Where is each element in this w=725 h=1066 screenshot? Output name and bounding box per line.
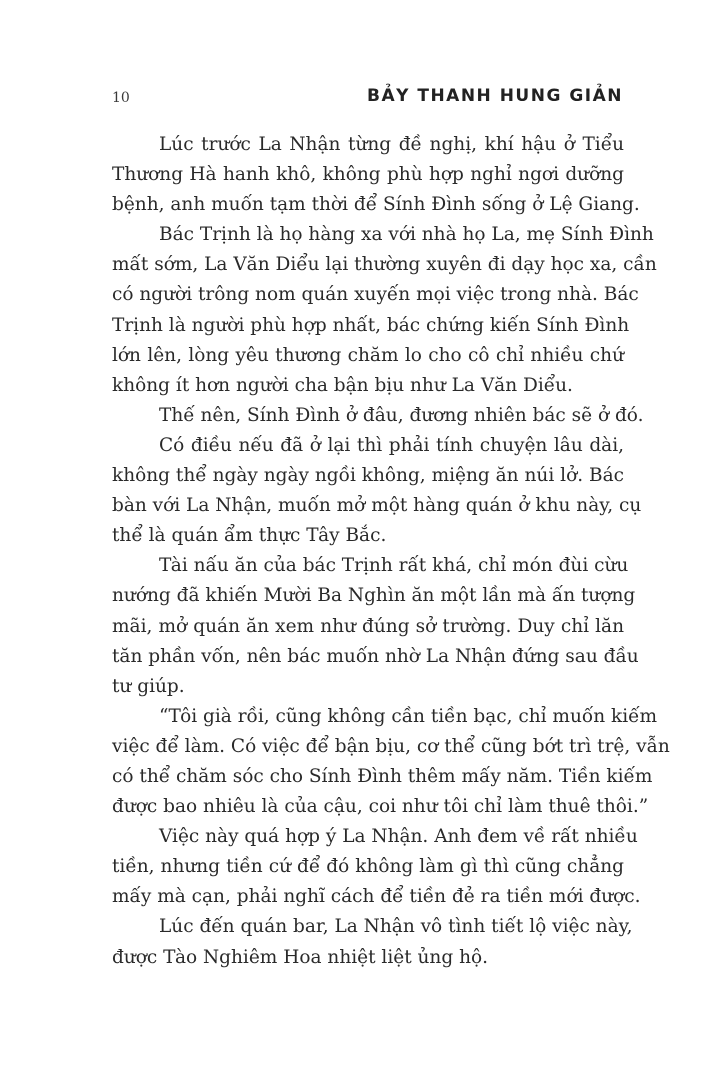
text-line: không ít hơn người cha bận bịu như La Văn Diểu.: [112, 374, 573, 396]
text-line: mấy mà cạn, phải nghĩ cách để tiền đẻ ra tiền mới được.: [112, 886, 641, 908]
text-line: có người trông nom quán xuyến mọi việc trong nhà. Bác: [112, 284, 639, 306]
paragraph: [112, 702, 670, 822]
text-line: tiền, nhưng tiền cứ để đó không làm gì thì cũng chẳng: [112, 856, 624, 878]
text-line: Tài nấu ăn của bác Trịnh rất khá, chỉ món đùi cừu: [159, 555, 629, 577]
paragraph: [112, 401, 644, 431]
text-line: Trịnh là người phù hợp nhất, bác chứng kiến Sính Đình: [112, 314, 630, 336]
text-line: bàn với La Nhận, muốn mở một hàng quán ở khu này, cụ: [112, 495, 642, 517]
text-line: không thể ngày ngày ngồi không, miệng ăn núi lở. Bác: [112, 465, 624, 487]
text-line: lớn lên, lòng yêu thương chăm lo cho cô chỉ nhiều chứ: [112, 344, 624, 366]
text-line: mãi, mở quán ăn xem như đúng sở trường. Duy chỉ lăn: [112, 615, 624, 637]
text-line: việc để làm. Có việc để bận bịu, cơ thể cũng bớt trì trệ, vẫn: [112, 735, 670, 757]
paragraph: [112, 551, 639, 701]
text-line: mất sớm, La Văn Diểu lại thường xuyên đi dạy học xa, cần: [112, 254, 657, 276]
page-number: 10: [112, 90, 130, 106]
paragraph: [112, 822, 641, 912]
text-line: được bao nhiêu là của cậu, coi như tôi chỉ làm thuê thôi.”: [112, 796, 649, 818]
body-text: [112, 130, 670, 973]
paragraph: [112, 220, 657, 401]
text-line: tăn phần vốn, nên bác muốn nhờ La Nhận đứng sau đầu: [112, 645, 639, 667]
running-title: BẢY THANH HUNG GIẢN: [367, 86, 623, 106]
text-line: Việc này quá hợp ý La Nhận. Anh đem về rất nhiều: [159, 826, 638, 848]
text-line: Lúc trước La Nhận từng đề nghị, khí hậu ở Tiểu: [159, 134, 624, 155]
text-line: nướng đã khiến Mười Ba Nghìn ăn một lần mà ấn tượng: [112, 585, 636, 607]
paragraph: [112, 912, 633, 972]
text-line: “Tôi già rồi, cũng không cần tiền bạc, chỉ muốn kiếm: [159, 705, 658, 727]
text-line: được Tào Nghiêm Hoa nhiệt liệt ủng hộ.: [112, 946, 488, 968]
text-line: Thương Hà hanh khô, không phù hợp nghỉ ngơi dưỡng: [112, 164, 624, 186]
text-line: có thể chăm sóc cho Sính Đình thêm mấy năm. Tiền kiếm: [112, 765, 653, 787]
text-line: thể là quán ẩm thực Tây Bắc.: [112, 525, 387, 547]
text-line: Có điều nếu đã ở lại thì phải tính chuyện lâu dài,: [159, 434, 624, 456]
text-line: Lúc đến quán bar, La Nhận vô tình tiết lộ việc này,: [159, 916, 633, 938]
text-line: tư giúp.: [112, 675, 185, 697]
paragraph: [112, 130, 640, 220]
text-line: Bác Trịnh là họ hàng xa với nhà họ La, mẹ Sính Đình: [159, 224, 654, 246]
text-line: Thế nên, Sính Đình ở đâu, đương nhiên bác sẽ ở đó.: [159, 404, 644, 426]
text-line: bệnh, anh muốn tạm thời để Sính Đình sống ở Lệ Giang.: [112, 194, 640, 216]
paragraph: [112, 431, 642, 551]
